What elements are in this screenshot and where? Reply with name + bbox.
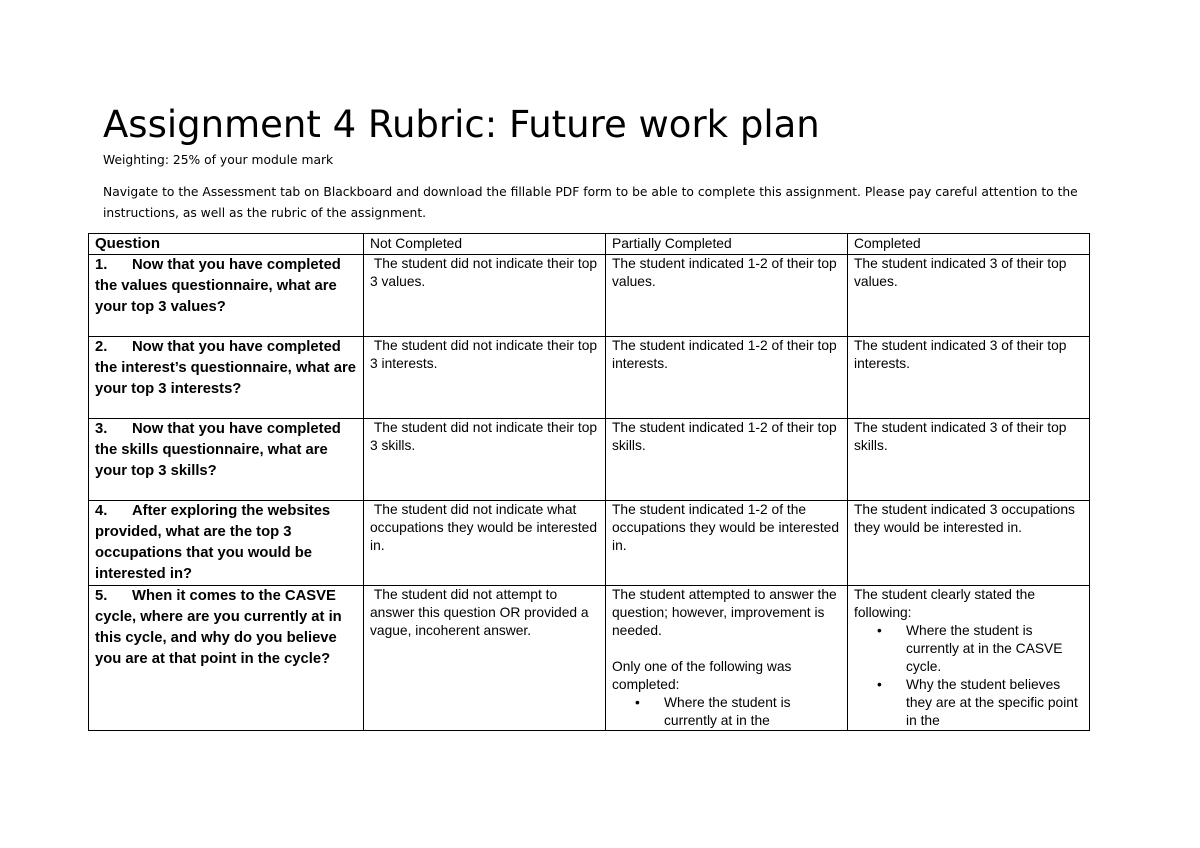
table-row	[89, 255, 1090, 337]
list-item: • Where the student is currently at in the	[664, 694, 841, 730]
table-row	[89, 501, 1090, 586]
not-completed-cell: The student did not attempt to answer this question OR provided a vague, incoherent answer.	[364, 586, 606, 731]
partial-lead-text: Only one of the following was completed:	[612, 659, 792, 692]
partially-completed-cell: The student indicated 1-2 of their top values.	[606, 255, 848, 337]
question-number: 3.	[95, 421, 108, 437]
partial-bullet-list	[612, 694, 841, 730]
question-number: 2.	[95, 339, 108, 355]
table-row	[89, 337, 1090, 419]
list-item: • Where the student is currently at in the CASVE cycle.	[906, 622, 1083, 676]
partially-completed-cell: The student indicated 1-2 of their top skills.	[606, 419, 848, 501]
partially-completed-cell	[606, 586, 848, 731]
completed-cell: The student indicated 3 of their top values.	[848, 255, 1090, 337]
header-partially-completed: Partially Completed	[606, 234, 848, 255]
not-completed-cell: The student did not indicate their top 3 values.	[364, 255, 606, 337]
question-text: Now that you have completed the values questionnaire, what are your top 3 values?	[95, 257, 341, 315]
not-completed-cell: The student did not indicate what occupations they would be interested in.	[364, 501, 606, 586]
partial-intro-text: The student attempted to answer the question; however, improvement is needed.	[612, 587, 837, 638]
question-text: When it comes to the CASVE cycle, where are you currently at in this cycle, and why do you believe you are at that point in the cycle?	[95, 588, 342, 667]
question-cell	[89, 255, 364, 337]
completed-bullet-list	[854, 622, 1083, 730]
question-text: After exploring the websites provided, what are the top 3 occupations that you would be interested in?	[95, 503, 331, 582]
not-completed-cell: The student did not indicate their top 3 interests.	[364, 337, 606, 419]
list-item: • Why the student believes they are at the specific point in the	[906, 676, 1083, 730]
completed-intro-text: The student clearly stated the following:	[854, 587, 1035, 620]
table-row	[89, 419, 1090, 501]
question-cell	[89, 337, 364, 419]
not-completed-cell: The student did not indicate their top 3 skills.	[364, 419, 606, 501]
document-title: Assignment 4 Rubric: Future work plan	[103, 103, 820, 146]
question-cell	[89, 586, 364, 731]
partially-completed-cell: The student indicated 1-2 of the occupations they would be interested in.	[606, 501, 848, 586]
intro-paragraph: Navigate to the Assessment tab on Blackboard and download the fillable PDF form to be able to complete this assignment. Please pay careful attention to the instructions, as well as the rubric of the assignment.	[103, 185, 1078, 220]
question-cell	[89, 419, 364, 501]
question-number: 1.	[95, 257, 108, 273]
table-header-row	[89, 234, 1090, 255]
table-row	[89, 586, 1090, 731]
question-number: 5.	[95, 588, 108, 604]
completed-cell: The student indicated 3 of their top interests.	[848, 337, 1090, 419]
weighting-text: Weighting: 25% of your module mark	[103, 153, 334, 167]
completed-cell	[848, 586, 1090, 731]
completed-cell: The student indicated 3 occupations they would be interested in.	[848, 501, 1090, 586]
question-number: 4.	[95, 503, 108, 519]
question-text: Now that you have completed the interest’s questionnaire, what are your top 3 interests?	[95, 339, 356, 397]
header-not-completed: Not Completed	[364, 234, 606, 255]
question-cell	[89, 501, 364, 586]
partially-completed-cell: The student indicated 1-2 of their top interests.	[606, 337, 848, 419]
paragraph-spacer	[612, 640, 841, 658]
question-text: Now that you have completed the skills questionnaire, what are your top 3 skills?	[95, 421, 341, 479]
header-completed: Completed	[848, 234, 1090, 255]
rubric-table	[88, 233, 1090, 731]
header-question: Question	[89, 234, 364, 255]
completed-cell: The student indicated 3 of their top skills.	[848, 419, 1090, 501]
